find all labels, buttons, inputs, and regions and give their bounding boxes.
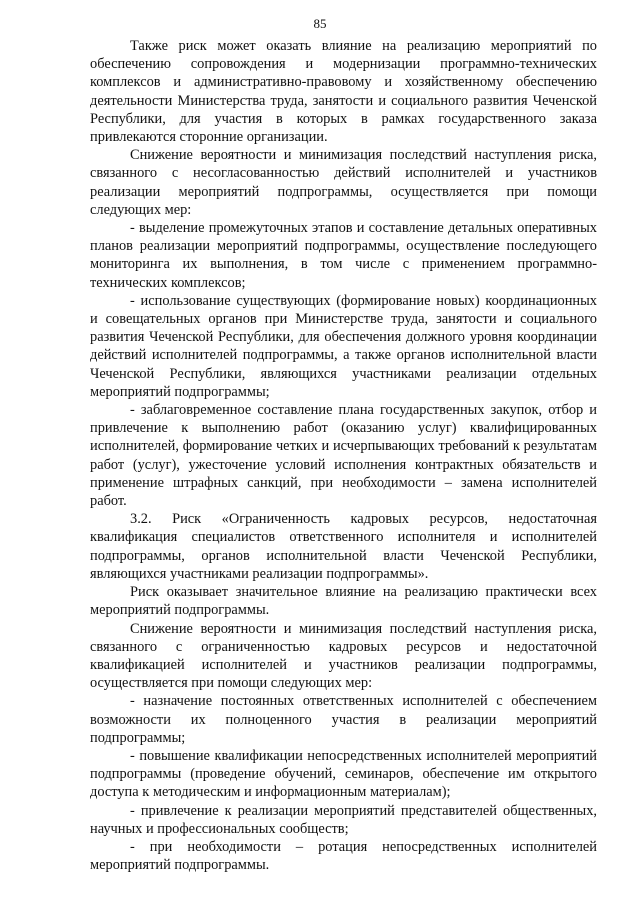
paragraph-risk-influence: Также риск может оказать влияние на реализацию мероприятий по обеспечению сопровождения и модернизации программно-технических комплексов и административно-правовому и хозяйственному обеспечению деятельности Министерства труда, занятости и социального развития Чеченской Республики, для участия в которых в рамках государственного заказа привлекаются сторонние организации. [90, 38, 597, 146]
list-item-measure: - выделение промежуточных этапов и составление детальных оперативных планов реализации мероприятий подпрограммы, осуществление последующего мониторинга их выполнения, в том числе с применением программно-технических комплексов; [90, 220, 597, 291]
list-item-measure: - назначение постоянных ответственных исполнителей с обеспечением возможности их полноценного участия в реализации мероприятий подпрограммы; [90, 693, 597, 746]
page-number: 85 [313, 16, 327, 31]
list-item-measure: - использование существующих (формирование новых) координационных и совещательных органов при Министерстве труда, занятости и социального развития Чеченской Республики, для обеспечения должного уровня координации действий исполнителей подпрограммы, а также органов исполнительной власти Чеченской Республики, являющихся участниками реализации отдельных мероприятий подпрограммы; [90, 292, 597, 400]
paragraph-mitigation-intro-2: Снижение вероятности и минимизация последствий наступления риска, связанного с ограниченностью кадровых ресурсов и недостаточной квалификацией исполнителей и участников реализации подпрограммы, осуществляется при помощи следующих мер: [90, 620, 597, 692]
paragraph-risk-impact: Риск оказывает значительное влияние на реализацию практически всех мероприятий подпрограммы. [90, 584, 597, 619]
list-item-measure: - при необходимости – ротация непосредственных исполнителей мероприятий подпрограммы. [90, 838, 597, 874]
list-item-measure: - заблаговременное составление плана государственных закупок, отбор и привлечение к выполнению работ (оказанию услуг) квалифицированных исполнителей, формирование четких и исчерпывающих требований к результатам работ (услуг), ужесточение условий исполнения контрактных обязательств и применение штрафных санкций, при необходимости – замена исполнителей работ. [90, 402, 597, 510]
document-body [90, 37, 597, 874]
list-item-measure: - повышение квалификации непосредственных исполнителей мероприятий подпрограммы (проведение обучений, семинаров, обеспечение им открытого доступа к методическим и информационным материалам); [90, 747, 597, 801]
paragraph-mitigation-intro-1: Снижение вероятности и минимизация последствий наступления риска, связанного с несогласованностью действий исполнителей и участников реализации мероприятий подпрограммы, осуществляется при помощи следующих мер: [90, 147, 597, 218]
list-item-measure: - привлечение к реализации мероприятий представителей общественных, научных и профессиональных сообществ; [90, 802, 597, 837]
section-heading-3-2: 3.2. Риск «Ограниченность кадровых ресурсов, недостаточная квалификация специалистов ответственного исполнителя и исполнителей подпрограммы, органов исполнительной власти Чеченской Республики, являющихся участниками реализации подпрограммы». [90, 511, 597, 582]
